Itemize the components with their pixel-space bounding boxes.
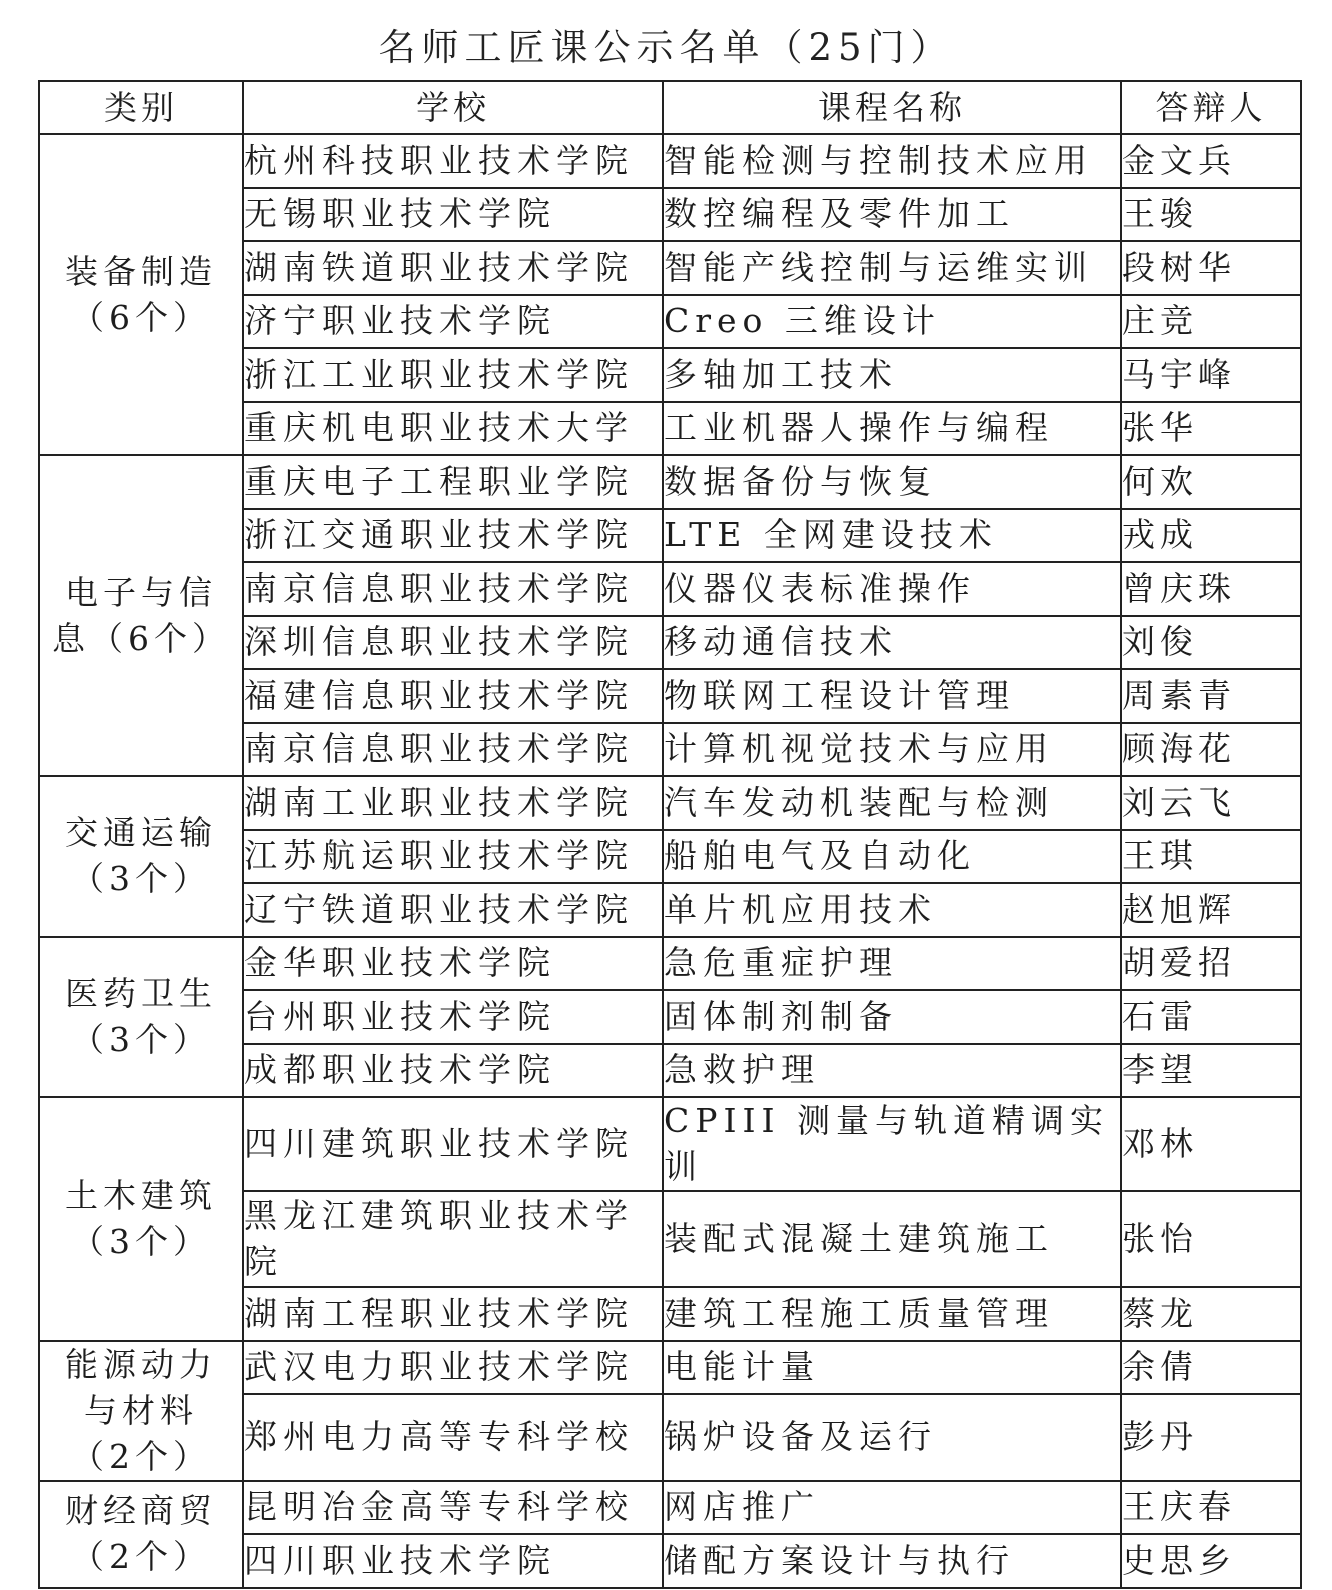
course-cell: 电能计量 xyxy=(663,1341,1121,1395)
school-cell: 无锡职业技术学院 xyxy=(243,188,663,242)
presenter-cell: 赵旭辉 xyxy=(1121,883,1301,937)
school-cell: 湖南工业职业技术学院 xyxy=(243,776,663,830)
presenter-cell: 张怡 xyxy=(1121,1191,1301,1287)
school-cell: 郑州电力高等专科学校 xyxy=(243,1394,663,1480)
school-cell: 金华职业技术学院 xyxy=(243,937,663,991)
table-row xyxy=(39,937,1301,991)
table-row xyxy=(39,1097,1301,1191)
course-roster-table xyxy=(38,80,1302,1589)
school-cell: 济宁职业技术学院 xyxy=(243,295,663,349)
school-cell: 昆明冶金高等专科学校 xyxy=(243,1481,663,1535)
presenter-cell: 王琪 xyxy=(1121,830,1301,884)
school-cell: 南京信息职业技术学院 xyxy=(243,562,663,616)
presenter-cell: 段树华 xyxy=(1121,241,1301,295)
course-cell: 智能产线控制与运维实训 xyxy=(663,241,1121,295)
school-cell: 重庆电子工程职业学院 xyxy=(243,455,663,509)
presenter-cell: 王庆春 xyxy=(1121,1481,1301,1535)
school-cell: 湖南工程职业技术学院 xyxy=(243,1287,663,1341)
school-cell: 浙江工业职业技术学院 xyxy=(243,348,663,402)
table-row xyxy=(39,455,1301,509)
presenter-cell: 庄竞 xyxy=(1121,295,1301,349)
presenter-cell: 彭丹 xyxy=(1121,1394,1301,1480)
presenter-cell: 邓林 xyxy=(1121,1097,1301,1191)
presenter-cell: 马宇峰 xyxy=(1121,348,1301,402)
school-cell: 湖南铁道职业技术学院 xyxy=(243,241,663,295)
school-cell: 重庆机电职业技术大学 xyxy=(243,402,663,456)
school-cell: 辽宁铁道职业技术学院 xyxy=(243,883,663,937)
presenter-cell: 刘俊 xyxy=(1121,616,1301,670)
course-cell: 数控编程及零件加工 xyxy=(663,188,1121,242)
course-cell: 多轴加工技术 xyxy=(663,348,1121,402)
course-cell: 网店推广 xyxy=(663,1481,1121,1535)
school-cell: 江苏航运职业技术学院 xyxy=(243,830,663,884)
course-cell: 移动通信技术 xyxy=(663,616,1121,670)
course-cell: 急危重症护理 xyxy=(663,937,1121,991)
table-row xyxy=(39,1341,1301,1395)
course-cell: 智能检测与控制技术应用 xyxy=(663,134,1121,188)
school-cell: 成都职业技术学院 xyxy=(243,1044,663,1098)
table-row xyxy=(39,776,1301,830)
presenter-cell: 曾庆珠 xyxy=(1121,562,1301,616)
table-row xyxy=(39,134,1301,188)
school-cell: 黑龙江建筑职业技术学院 xyxy=(243,1191,663,1287)
category-cell: 交通运输 （3个） xyxy=(39,776,243,937)
course-cell: 建筑工程施工质量管理 xyxy=(663,1287,1121,1341)
course-cell: 工业机器人操作与编程 xyxy=(663,402,1121,456)
course-cell: CPIII 测量与轨道精调实训 xyxy=(663,1097,1121,1191)
category-cell: 电子与信 息（6个） xyxy=(39,455,243,776)
presenter-cell: 史思乡 xyxy=(1121,1534,1301,1588)
presenter-cell: 李望 xyxy=(1121,1044,1301,1098)
school-cell: 福建信息职业技术学院 xyxy=(243,669,663,723)
course-cell: 固体制剂制备 xyxy=(663,990,1121,1044)
table-row xyxy=(39,1481,1301,1535)
course-cell: LTE 全网建设技术 xyxy=(663,509,1121,563)
school-cell: 武汉电力职业技术学院 xyxy=(243,1341,663,1395)
presenter-cell: 戎成 xyxy=(1121,509,1301,563)
presenter-cell: 周素青 xyxy=(1121,669,1301,723)
presenter-cell: 胡爱招 xyxy=(1121,937,1301,991)
course-cell: 计算机视觉技术与应用 xyxy=(663,723,1121,777)
course-cell: 船舶电气及自动化 xyxy=(663,830,1121,884)
header-category: 类别 xyxy=(39,81,243,134)
course-cell: 数据备份与恢复 xyxy=(663,455,1121,509)
course-cell: 物联网工程设计管理 xyxy=(663,669,1121,723)
course-cell: 汽车发动机装配与检测 xyxy=(663,776,1121,830)
school-cell: 四川职业技术学院 xyxy=(243,1534,663,1588)
header-course: 课程名称 xyxy=(663,81,1121,134)
presenter-cell: 蔡龙 xyxy=(1121,1287,1301,1341)
presenter-cell: 顾海花 xyxy=(1121,723,1301,777)
school-cell: 南京信息职业技术学院 xyxy=(243,723,663,777)
category-cell: 土木建筑 （3个） xyxy=(39,1097,243,1341)
presenter-cell: 刘云飞 xyxy=(1121,776,1301,830)
school-cell: 台州职业技术学院 xyxy=(243,990,663,1044)
header-presenter: 答辩人 xyxy=(1121,81,1301,134)
document-title: 名师工匠课公示名单（25门） xyxy=(378,26,954,69)
course-cell: Creo 三维设计 xyxy=(663,295,1121,349)
category-cell: 装备制造 （6个） xyxy=(39,134,243,455)
course-cell: 锅炉设备及运行 xyxy=(663,1394,1121,1480)
presenter-cell: 王骏 xyxy=(1121,188,1301,242)
category-cell: 财经商贸 （2个） xyxy=(39,1481,243,1588)
presenter-cell: 石雷 xyxy=(1121,990,1301,1044)
course-cell: 仪器仪表标准操作 xyxy=(663,562,1121,616)
presenter-cell: 余倩 xyxy=(1121,1341,1301,1395)
school-cell: 深圳信息职业技术学院 xyxy=(243,616,663,670)
header-row xyxy=(39,81,1301,134)
course-cell: 储配方案设计与执行 xyxy=(663,1534,1121,1588)
school-cell: 杭州科技职业技术学院 xyxy=(243,134,663,188)
presenter-cell: 金文兵 xyxy=(1121,134,1301,188)
school-cell: 浙江交通职业技术学院 xyxy=(243,509,663,563)
presenter-cell: 张华 xyxy=(1121,402,1301,456)
category-cell: 能源动力 与材料 （2个） xyxy=(39,1341,243,1481)
course-cell: 急救护理 xyxy=(663,1044,1121,1098)
header-school: 学校 xyxy=(243,81,663,134)
category-cell: 医药卫生 （3个） xyxy=(39,937,243,1098)
school-cell: 四川建筑职业技术学院 xyxy=(243,1097,663,1191)
course-cell: 装配式混凝土建筑施工 xyxy=(663,1191,1121,1287)
course-cell: 单片机应用技术 xyxy=(663,883,1121,937)
presenter-cell: 何欢 xyxy=(1121,455,1301,509)
